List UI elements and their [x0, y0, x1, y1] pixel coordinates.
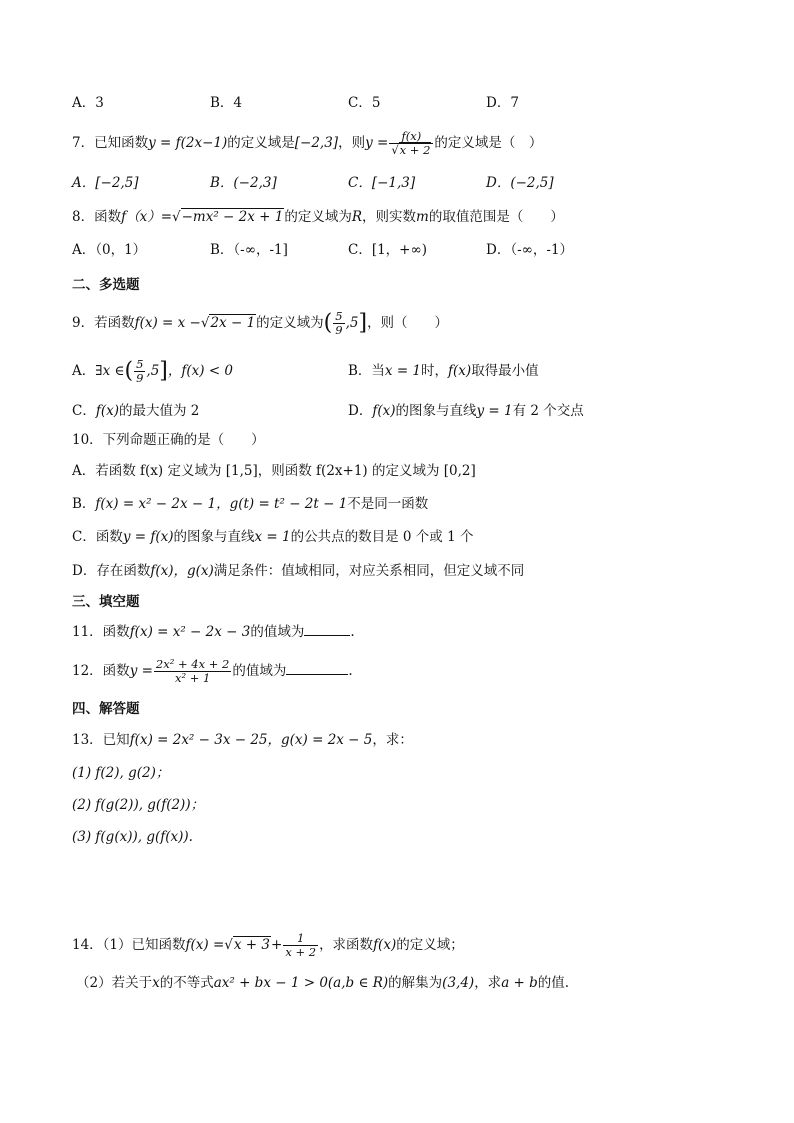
q8-option-c: C．[1，+∞)	[348, 242, 428, 258]
q10-option-a: A．若函数 f(x) 定义域为 [1,5]，则函数 f(2x+1) 的定义域为 [0,2]	[72, 463, 476, 479]
q7-option-c: C．[−1,3]	[348, 175, 416, 191]
q9-math: ∃x ∈	[95, 363, 125, 379]
q9-text: ，则（ ）	[367, 315, 449, 331]
q8-option-a: A．（0，1）	[72, 242, 147, 258]
q13-part-1: (1) f(2), g(2)；	[72, 765, 170, 781]
q12-answer-blank	[286, 662, 348, 675]
q9-radicand: 2x − 1	[210, 315, 256, 331]
q9-math: ，f(x) < 0	[167, 363, 234, 379]
q6-option-d: D．7	[486, 95, 519, 111]
question-9-stem: 9．若函数f(x) = x −√2x − 1的定义域为( $\frac{5}{9}$ ,5]，则（ ）	[72, 309, 449, 337]
q10-option-b	[72, 493, 428, 515]
q10-math: x = 1	[254, 529, 291, 545]
q9-text: 取得最小值	[471, 363, 539, 379]
question-14-part-2	[76, 972, 569, 994]
q11-text: 11．函数	[72, 624, 130, 640]
q9-text: 9．若函数	[72, 315, 135, 331]
q9-math: f(x)	[448, 363, 472, 379]
q12-math: y =	[129, 663, 153, 679]
q9-math: f(x)	[372, 403, 396, 419]
q6-option-b: B．4	[210, 95, 243, 111]
q8-option-d: D．（-∞，-1）	[486, 242, 574, 258]
q14-fraction	[283, 932, 318, 959]
q14-math: (3,4)	[442, 975, 475, 991]
q8-math: m	[416, 209, 429, 225]
q8-math: R	[351, 209, 363, 225]
q14-text: 的不等式	[159, 975, 214, 991]
q7-text: 7．已知函数	[72, 135, 149, 151]
q14-math: a + b	[501, 975, 538, 991]
q9-text: 有 2 个交点	[512, 403, 584, 419]
q9-fraction	[333, 310, 344, 337]
q7-fraction: $\frac{f(x)}{√x + 2}$	[389, 130, 433, 157]
q14-text: 14．（1）已知函数	[72, 937, 186, 953]
q9-option-a: A．∃x ∈( $\frac{5}{9}$ ,5]，f(x) < 0	[72, 357, 234, 385]
section-heading-answer: 四、解答题	[72, 701, 140, 717]
q6-option-c: C．5	[348, 95, 381, 111]
q9-math: f(x) = x −	[134, 315, 201, 331]
q10-text: C．函数	[72, 529, 123, 545]
q9-text: 的图象与直线	[395, 403, 477, 419]
q9-opt-a-fraction	[134, 358, 145, 385]
q9-frac-num: 5	[335, 309, 343, 323]
q10-math: f(x)，g(x)	[150, 563, 214, 579]
q12-text: .	[348, 663, 353, 679]
q9-frac-den: 9	[335, 323, 343, 337]
q8-text: 的定义域为	[284, 209, 352, 225]
q14-frac-den: x + 2	[285, 945, 317, 959]
q12-text: 的值域为	[232, 663, 287, 679]
q7-option-a: A．[−2,5]	[72, 175, 139, 191]
q7-option-b: B．(−2,3]	[210, 175, 277, 191]
q7-text: 的定义域是	[227, 135, 295, 151]
q7-frac-num: f(x)	[389, 130, 433, 144]
q14-text: 的值.	[537, 975, 570, 991]
q8-text: 的取值范围是（ ）	[428, 209, 564, 225]
q7-frac-den: x + 2	[399, 143, 431, 157]
q10-option-d	[72, 560, 524, 582]
q14-math: ax² + bx − 1 > 0(a,b ∈ R)	[213, 975, 389, 991]
question-13-stem	[72, 729, 413, 751]
q14-math: f(x)	[373, 937, 397, 953]
q14-text: （2）若关于	[76, 975, 153, 991]
q10-math: f(x) = x² − 2x − 1，g(t) = t² − 2t − 1	[95, 496, 348, 512]
q13-text: 13．已知	[72, 732, 130, 748]
q13-text: ，求：	[372, 732, 413, 748]
q14-text: 的定义域；	[396, 937, 464, 953]
q7-math: y =	[365, 135, 389, 151]
q9-math: ,5	[146, 363, 160, 379]
q9-math: x = 1	[384, 363, 422, 379]
q8-option-b: B．（-∞，-1]	[210, 242, 288, 258]
q9-option-c	[72, 400, 199, 422]
q10-text: 满足条件：值域相同，对应关系相同，但定义域不同	[213, 563, 525, 579]
q12-frac-num: 2x² + 4x + 2	[155, 657, 230, 671]
q9-text: 时，	[421, 363, 449, 379]
q7-math: y = f(2x−1)	[148, 135, 228, 151]
q9-opt-a-num: 5	[136, 357, 144, 371]
q7-text: ，则	[338, 135, 366, 151]
question-14-part-1: 14．（1）已知函数f(x) =√x + 3+ $\frac{1}{x + 2}$ ，求函数f(x)的定义域；	[72, 931, 464, 959]
q11-math: f(x) = x² − 2x − 3	[129, 624, 251, 640]
q10-text: 的公共点的数目是 0 个或 1 个	[290, 529, 474, 545]
question-10-stem: 10．下列命题正确的是（ ）	[72, 432, 265, 448]
q14-text: ，求	[474, 975, 502, 991]
q14-text: ，求函数	[319, 937, 374, 953]
q9-opt-label: A．	[72, 363, 96, 379]
q10-text: D．存在函数	[72, 563, 151, 579]
q11-text: .	[350, 624, 355, 640]
q9-text: 的定义域为	[256, 315, 324, 331]
q9-math: y = 1	[476, 403, 513, 419]
q12-text: 12．函数	[72, 663, 130, 679]
q7-domain: [−2,3]	[294, 135, 339, 151]
q13-math: f(x) = 2x² − 3x − 25，g(x) = 2x − 5	[129, 732, 373, 748]
q11-answer-blank	[304, 623, 350, 636]
q10-text: 不是同一函数	[347, 496, 429, 512]
q7-option-d: D．(−2,5]	[486, 175, 554, 191]
q8-text: ，则实数	[362, 209, 417, 225]
q9-text: B．当	[348, 363, 385, 379]
question-12	[72, 656, 353, 686]
q8-text: 8．函数	[72, 209, 122, 225]
q9-text: C．	[72, 403, 96, 419]
q9-math: ,5	[345, 315, 359, 331]
q7-text: 的定义域是（ ）	[434, 135, 543, 151]
q9-math: f(x)	[95, 403, 119, 419]
q14-text: 的解集为	[388, 975, 443, 991]
q9-text: D．	[348, 403, 373, 419]
q10-text: 的图象与直线	[173, 529, 255, 545]
q13-part-3: (3) f(g(x)), g(f(x)).	[72, 829, 193, 845]
q14-math: +	[271, 937, 283, 953]
q9-opt-a-den: 9	[136, 371, 144, 385]
q10-math: y = f(x)	[122, 529, 174, 545]
section-heading-multi-choice: 二、多选题	[72, 277, 140, 293]
q9-option-d	[348, 400, 584, 422]
question-8-stem: 8．函数f（x）=√−mx² − 2x + 1的定义域为R，则实数m的取值范围是（ ）	[72, 209, 564, 225]
q8-math: f（x）=	[121, 209, 173, 225]
q14-math: x	[152, 975, 160, 991]
q12-frac-den: x² + 1	[174, 671, 211, 685]
q11-text: 的值域为	[250, 624, 305, 640]
q12-fraction	[154, 658, 231, 685]
q10-text: B．	[72, 496, 96, 512]
q10-option-c	[72, 526, 473, 548]
question-11	[72, 621, 355, 643]
q14-radicand: x + 3	[233, 937, 270, 953]
q8-radicand: −mx² − 2x + 1	[181, 209, 284, 225]
q9-option-b	[348, 360, 539, 382]
q13-part-2: (2) f(g(2)), g(f(2))；	[72, 797, 205, 813]
q14-math: f(x) =	[185, 937, 225, 953]
q14-frac-num: 1	[283, 932, 318, 946]
q6-option-a: A．3	[72, 95, 104, 111]
section-heading-fill-blank: 三、填空题	[72, 594, 140, 610]
q9-text: 的最大值为 2	[119, 403, 200, 419]
question-7-stem	[72, 130, 542, 157]
